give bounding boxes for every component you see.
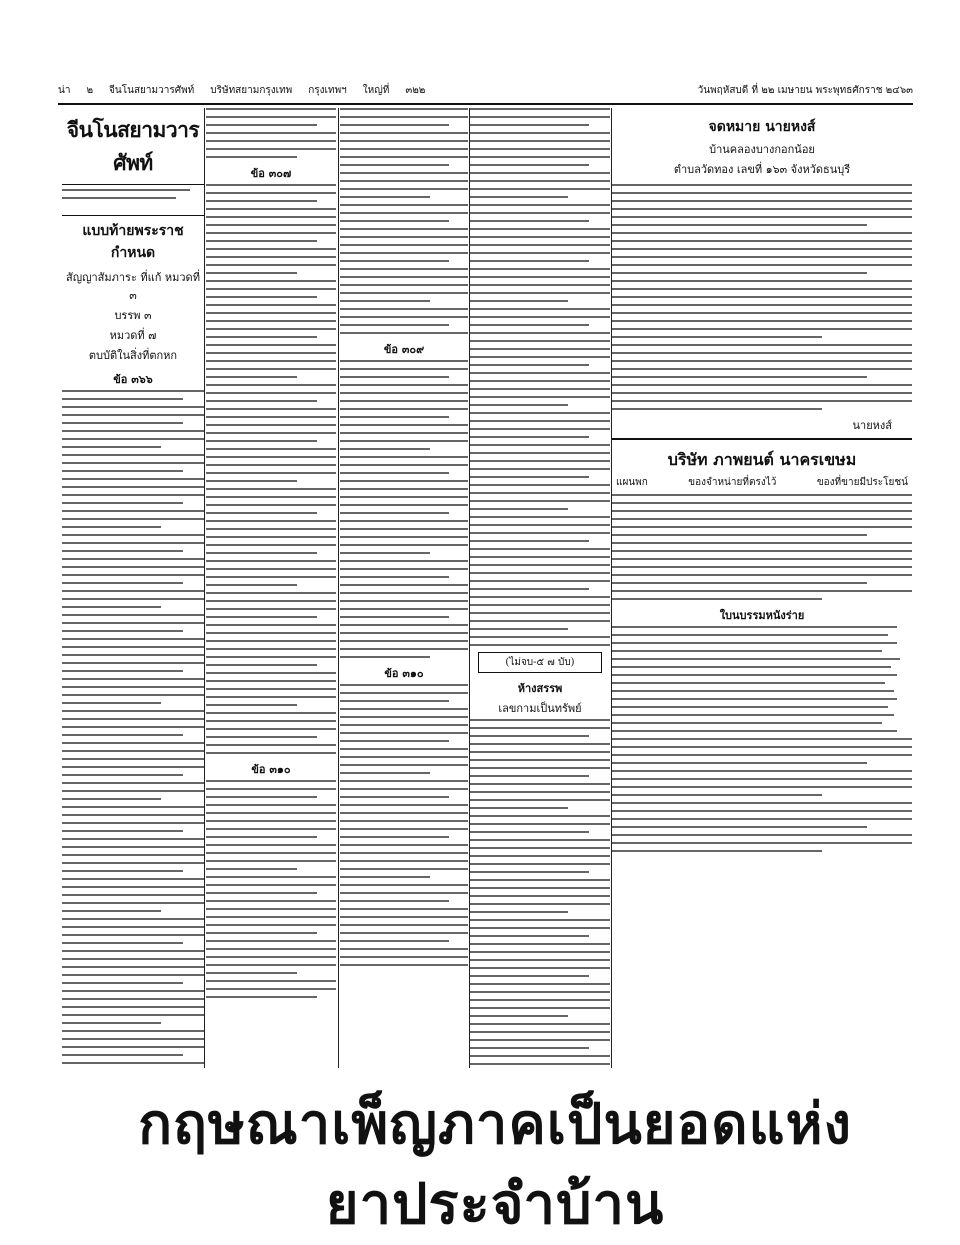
- column-5: [612, 108, 912, 1068]
- subtitle-d: ตบบัติในสิ่งที่ตกหก: [88, 349, 178, 362]
- body-text: [470, 719, 610, 1065]
- issue-label: ใหญ่ที่: [362, 85, 390, 96]
- section-number: ข้อ ๓๑๐: [384, 667, 424, 680]
- company-sub-left: แผนพก: [616, 477, 648, 488]
- advertisement-banner: กฤษณาเพ็ญภาคเป็นยอดแห่งยาประจำบ้าน: [138, 1092, 852, 1237]
- running-header: [58, 80, 913, 102]
- company-sub-right: ของที่ขายมีประโยชน์: [816, 477, 908, 488]
- price-list: [612, 626, 912, 732]
- letter-title: จดหมาย นายหงส์: [708, 119, 816, 135]
- body-text: [206, 108, 336, 158]
- column-4: [470, 108, 610, 1068]
- body-text: [340, 684, 468, 966]
- company-body: [612, 494, 912, 600]
- masthead-notes: [62, 189, 204, 211]
- body-text: [206, 780, 336, 998]
- column-2: [206, 108, 336, 1068]
- column-rule: [338, 108, 339, 1068]
- column-3: [340, 108, 468, 1068]
- body-text: [340, 108, 468, 334]
- page-label: น่า: [58, 85, 71, 96]
- body-text: [340, 360, 468, 658]
- section-number: ข้อ ๓๑๐: [251, 763, 291, 776]
- continued-note: (ไม่จบ-๕ ๗ บับ): [478, 652, 602, 673]
- divider: [612, 438, 912, 440]
- page-number: ๒: [86, 85, 94, 96]
- subtitle-a: สัญญาสัมภาระ ที่แก้ หมวดที่ ๓: [66, 271, 200, 302]
- city: กรุงเทพฯ: [308, 85, 347, 96]
- column-1: [62, 108, 204, 1068]
- publisher: บริษัทสยามกรุงเทพ: [210, 85, 293, 96]
- company-sub-mid: ของจำหน่ายที่ตรงไว้: [688, 477, 777, 488]
- company-footer-text: [612, 738, 912, 852]
- newspaper-name-header: จีนโนสยามวารศัพท์: [109, 85, 195, 96]
- issue-number: ๓๒๒: [405, 85, 426, 96]
- letter-subtitle-2: ตำบลวัดทอง เลขที่ ๑๖๓ จังหวัดธนบุรี: [673, 163, 851, 176]
- subtitle-b: บรรพ ๓: [114, 309, 152, 322]
- divider: [62, 215, 204, 216]
- letter-body: [612, 184, 912, 410]
- masthead-title: จีนโนสยามวารศัพท์: [66, 117, 200, 175]
- letter-signature: นายหงส์: [852, 419, 892, 432]
- company-title: บริษัท ภาพยนต์ นาครเขษม: [667, 450, 857, 469]
- column-rule: [204, 108, 205, 1068]
- price-list-heading: ใบนบรรมหนังร่าย: [719, 609, 805, 622]
- article-subheading: เลขกามเป็นทรัพย์: [498, 702, 582, 715]
- section-number: ข้อ ๓๐๗: [250, 167, 292, 180]
- body-text: [62, 390, 204, 1068]
- divider: [62, 184, 204, 185]
- section-number: ข้อ ๓๐๙: [383, 343, 425, 356]
- section-title: แบบท้ายพระราชกำหนด: [82, 223, 184, 261]
- company-subtitle: [616, 475, 908, 490]
- subtitle-c: หมวดที่ ๗: [109, 329, 157, 342]
- letter-subtitle-1: บ้านคลองบางกอกน้อย: [709, 143, 815, 156]
- header-rule: [58, 103, 913, 105]
- body-text: [206, 184, 336, 754]
- section-number: ข้อ ๓๖๖: [113, 373, 153, 386]
- article-heading: ห้างสรรพ: [517, 682, 563, 695]
- body-text: [470, 108, 610, 646]
- header-date: วันพฤหัสบดี ที่ ๒๒ เมษายน พระพุทธศักราช ๒๔๖๓: [697, 85, 913, 96]
